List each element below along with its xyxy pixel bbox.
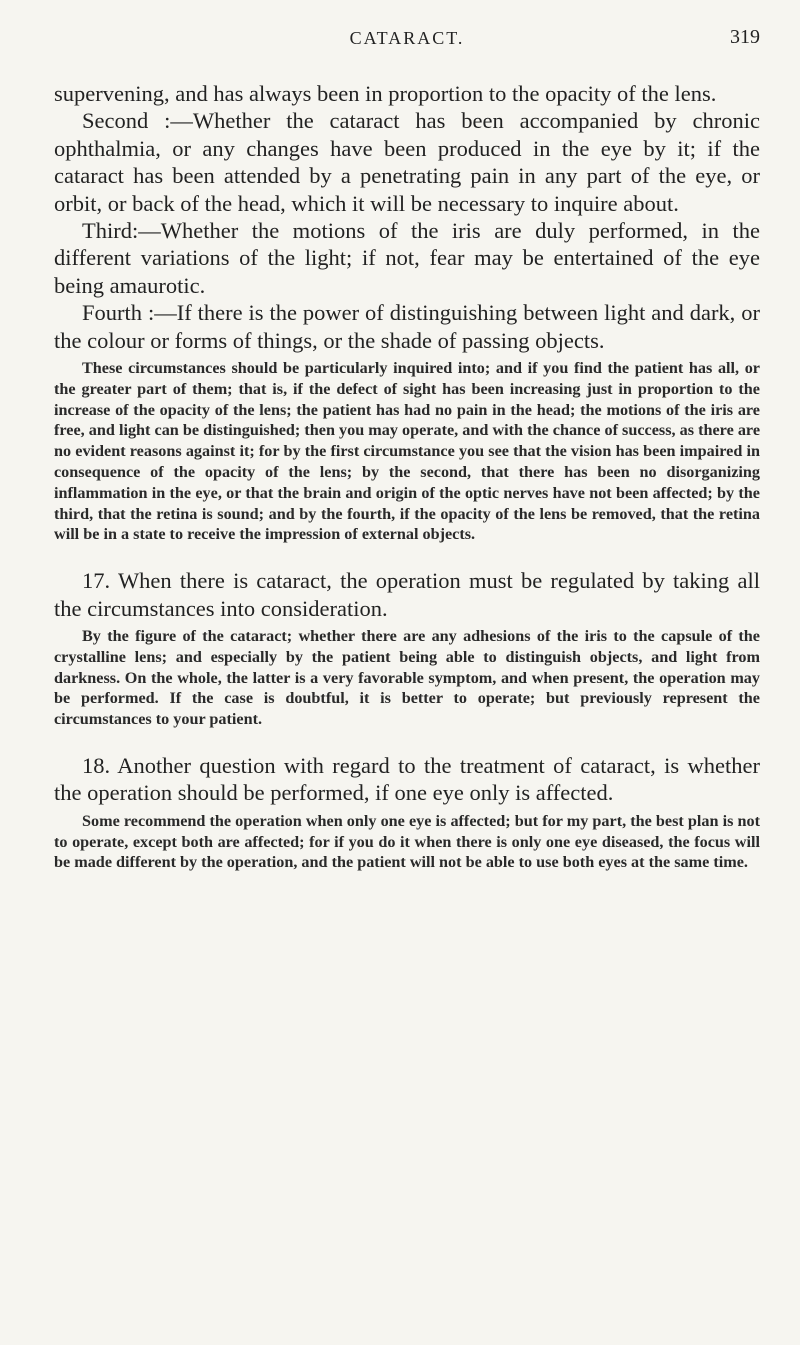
running-head — [54, 28, 760, 54]
section-17-heading-paragraph: 17. When there is cataract, the operation must be regulated by taking all the circumstances into consideration. — [54, 568, 760, 621]
running-title: CATARACT. — [349, 28, 465, 48]
paragraph-fourth: Fourth :—If there is the power of distinguishing between light and dark, or the colour or forms of things, or the shade of passing objects. — [54, 300, 760, 353]
paragraph-continuation: supervening, and has always been in proportion to the opacity of the lens. — [54, 81, 717, 106]
page-number: 319 — [730, 26, 760, 48]
note-circumstances: These circumstances should be particularly inquired into; and if you find the patient has all, or the greater part of them; that is, if the defect of sight has been increasing just in proportion to the increase of the opacity of the lens; the patient has had no pain in the head; the motions of the iris are free, and light can be distinguished; then you may operate, and with the chance of success, as there are no evident reasons against it; for by the first circumstance you see that the vision has been impaired in consequence of the opacity of the lens; by the second, that there has been no disorganizing inflammation in the eye, or that the brain and origin of the optic nerves have not been affected; by the third, that the retina is sound; and by the fourth, if the opacity of the lens be removed, that the retina will be in a state to receive the impression of external objects. — [54, 359, 760, 544]
section-18-heading-paragraph: 18. Another question with regard to the treatment of cataract, is whether the operation should be performed, if one eye only is affected. — [54, 753, 760, 806]
paragraph-second: Second :—Whether the cataract has been accompanied by chronic ophthalmia, or any changes have been produced in the eye by it; if the cataract has been attended by a penetrating pain in any part of the eye, or orbit, or back of the head, which it will be necessary to inquire about. — [54, 108, 760, 216]
page-body — [54, 80, 760, 873]
note-section-17: By the figure of the cataract; whether there are any adhesions of the iris to the capsule of the crystalline lens; and especially by the patient being able to distinguish objects, and light from darkness. On the whole, the latter is a very favorable symptom, and when present, the operation may be performed. If the case is doubtful, it is better to operate; but previously represent the circumstances to your patient. — [54, 627, 760, 729]
note-section-18: Some recommend the operation when only one eye is affected; but for my part, the best plan is not to operate, except both are affected; for if you do it when there is only one eye diseased, the focus will be made different by the operation, and the patient will not be able to use both eyes at the same time. — [54, 811, 760, 872]
paragraph-third: Third:—Whether the motions of the iris are duly performed, in the different variations of the light; if not, fear may be entertained of the eye being amaurotic. — [54, 218, 760, 298]
